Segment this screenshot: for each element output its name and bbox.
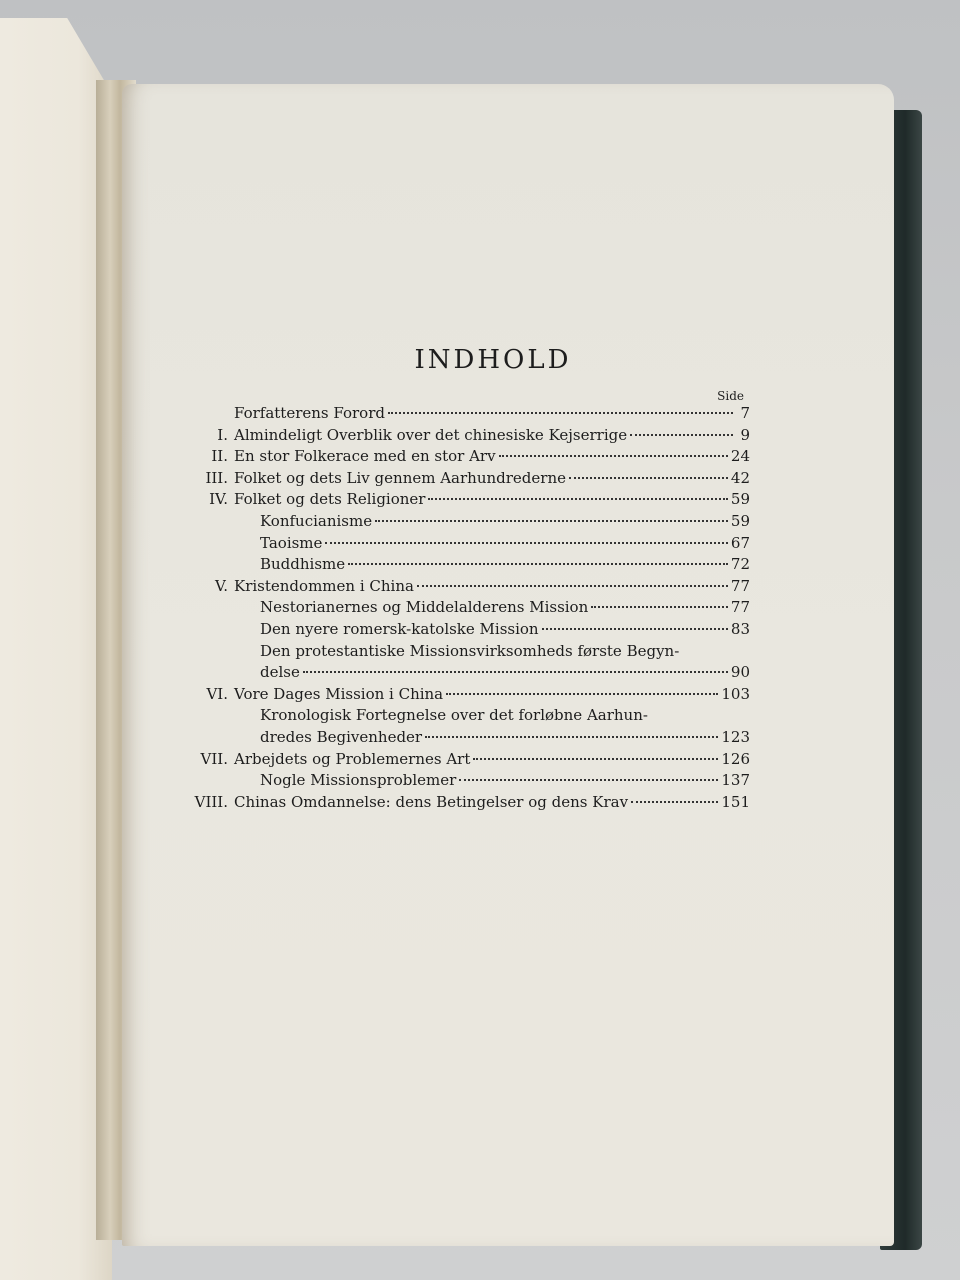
chapter-number: II. [211, 447, 228, 466]
leader-dots [473, 758, 718, 760]
chapter-number: V. [215, 576, 228, 595]
entry-title: Almindeligt Overblik over det chinesiske Kejserrige [234, 425, 628, 444]
page-number: 72 [730, 555, 750, 574]
entry-title: Den nyere romersk-katolske Mission [260, 619, 539, 638]
chapter-number: VIII. [194, 792, 228, 811]
page-number: 77 [730, 576, 750, 595]
toc-entry [180, 684, 750, 706]
toc-entry [180, 533, 750, 555]
page-number: 42 [730, 468, 750, 487]
chapter-number: IV. [209, 490, 228, 509]
page-number: 123 [721, 727, 750, 746]
toc-entry [180, 597, 750, 619]
toc-entry [180, 662, 750, 684]
page-number: 137 [721, 771, 750, 790]
page-number: 67 [730, 533, 750, 552]
toc-heading: INDHOLD [414, 345, 572, 375]
entry-title: dredes Begivenheder [260, 727, 423, 746]
page-number: 59 [730, 511, 750, 530]
leader-dots [388, 412, 733, 414]
leader-dots [631, 801, 718, 803]
toc-entry [180, 749, 750, 771]
entry-title: Forfatterens Forord [234, 404, 385, 422]
leader-dots [425, 736, 718, 738]
entry-title: Nestorianernes og Middelalderens Mission [260, 598, 589, 617]
leader-dots [325, 542, 727, 544]
leader-dots [499, 455, 728, 457]
toc-entry [180, 489, 750, 511]
entry-title: Folket og dets Religioner [234, 490, 426, 509]
leader-dots [542, 628, 728, 630]
entry-title: Vore Dages Mission i China [234, 684, 444, 703]
page-number: 9 [740, 425, 750, 444]
toc-entry [180, 446, 750, 468]
leader-dots [569, 477, 728, 479]
chapter-number: VII. [200, 749, 228, 768]
entry-title: Chinas Omdannelse: dens Betingelser og dens Krav [234, 792, 629, 811]
chapter-number: III. [205, 468, 228, 487]
entry-title: Kristendommen i China [234, 576, 414, 595]
toc-entry [180, 770, 750, 792]
page-number: 126 [721, 749, 750, 768]
toc-entry [180, 425, 750, 447]
chapter-number: VI. [206, 684, 228, 703]
leader-dots [446, 693, 718, 695]
entry-title: Den protestantiske Missionsvirksomheds første Begyn- [260, 641, 680, 660]
entry-title: Kronologisk Fortegnelse over det forløbne Aarhun- [260, 706, 648, 725]
page-number: 59 [730, 490, 750, 509]
toc-entry [180, 554, 750, 576]
page-number: 151 [721, 792, 750, 811]
leader-dots [348, 563, 728, 565]
toc-list [180, 403, 750, 813]
leader-dots [630, 434, 733, 436]
entry-title: Konfucianisme [260, 511, 373, 530]
entry-title: Taoisme [260, 533, 323, 552]
entry-title: Nogle Missionsproblemer [260, 771, 457, 790]
page-number: 7 [740, 404, 750, 422]
chapter-number: I. [217, 425, 228, 444]
table-of-contents [180, 345, 750, 813]
leader-dots [459, 779, 718, 781]
entry-title: Folket og dets Liv gennem Aarhundrederne [234, 468, 566, 487]
entry-title: En stor Folkerace med en stor Arv [234, 447, 496, 466]
toc-entry [180, 403, 750, 425]
leader-dots [591, 606, 728, 608]
toc-entry [180, 727, 750, 749]
entry-title: Buddhisme [260, 555, 346, 574]
leader-dots [428, 498, 727, 500]
page-number: 103 [721, 684, 750, 703]
toc-entry [180, 619, 750, 641]
page-number: 24 [730, 447, 750, 466]
toc-entry [180, 468, 750, 490]
entry-title: Arbejdets og Problemernes Art [234, 749, 471, 768]
toc-entry [180, 641, 750, 663]
page-number: 77 [730, 598, 750, 617]
toc-entry [180, 705, 750, 727]
toc-entry [180, 576, 750, 598]
leader-dots [375, 520, 728, 522]
page-number: 83 [730, 619, 750, 638]
page-column-label: Side [717, 389, 744, 403]
toc-entry [180, 792, 750, 814]
page-number: 90 [730, 663, 750, 682]
leader-dots [417, 585, 728, 587]
toc-entry [180, 511, 750, 533]
entry-title: delse [260, 663, 300, 682]
leader-dots [303, 671, 728, 673]
